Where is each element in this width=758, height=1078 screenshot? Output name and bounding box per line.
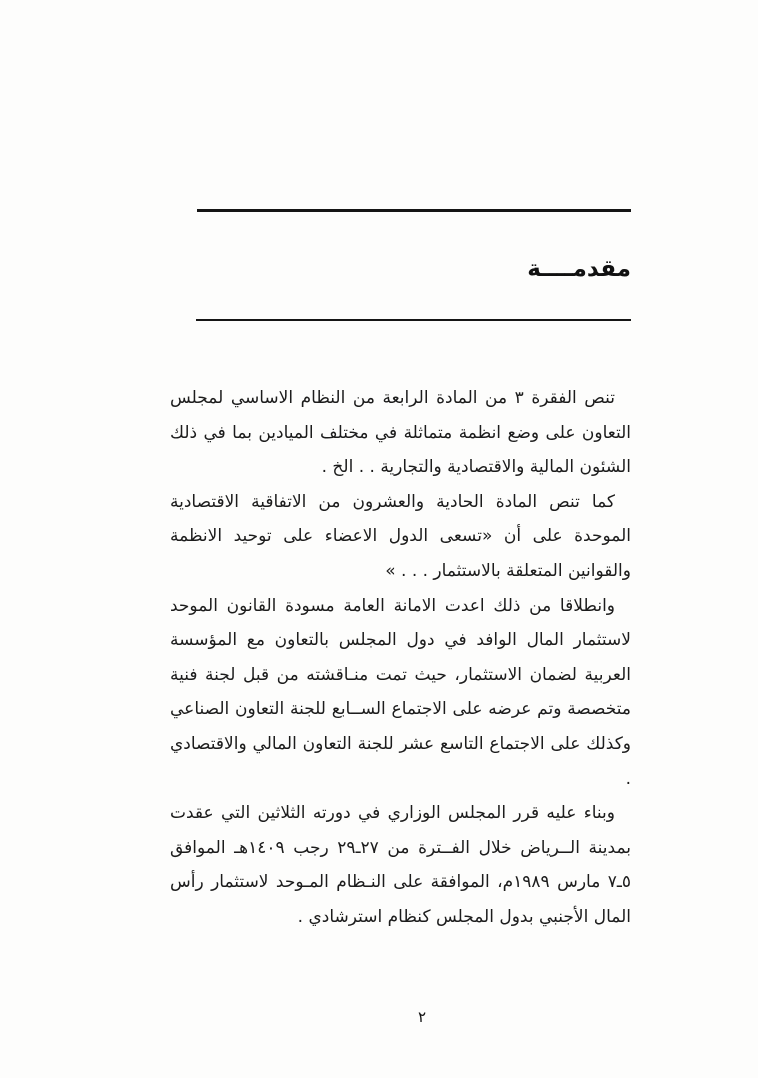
- paragraph: تنص الفقرة ٣ من المادة الرابعة من النظام الاساسي لمجلس التعاون على وضع انظمة متماثلة في مختلف الميادين بما في ذلك الشئون المالية والاقتصادية والتجارية . . الخ .: [170, 388, 631, 478]
- paragraph: وبناء عليه قرر المجلس الوزاري في دورته الثلاثين التي عقدت بمدينة الــرياض خلال الفــترة من ٢٧ـ٢٩ رجب ١٤٠٩هـ الموافق ٥ـ٧ مارس ١٩٨٩م، الموافقة على النـظام المـوحد لاستثمار رأس المال الأجنبي بدول المجلس كنظام استرشادي .: [170, 803, 632, 927]
- paragraph: كما تنص المادة الحادية والعشرون من الاتفاقية الاقتصادية الموحدة على أن «تسعى الدول الاعضاء على توحيد الانظمة والقوانين المتعلقة بالاستثمار . . . »: [170, 491, 631, 581]
- heading-divider-rule: [196, 319, 631, 321]
- page-title: مقدمــــة: [527, 256, 631, 283]
- page-number: ٢: [418, 1008, 427, 1026]
- document-body: [170, 381, 631, 935]
- paragraph: وانطلاقا من ذلك اعدت الامانة العامة مسودة القانون الموحد لاستثمار المال الوافد في دول المجلس بالتعاون مع المؤسسة العربية لضمان الاستثمار، حيث تمت منـاقشته من قبل لجنة فنية متخصصة وتم عرضه على الاجتماع الســابع للجنة التعاون الصناعي وكذلك على الاجتماع التاسع عشر للجنة التعاون المالي والاقتصادي .: [170, 595, 631, 789]
- top-divider-rule: [197, 209, 631, 212]
